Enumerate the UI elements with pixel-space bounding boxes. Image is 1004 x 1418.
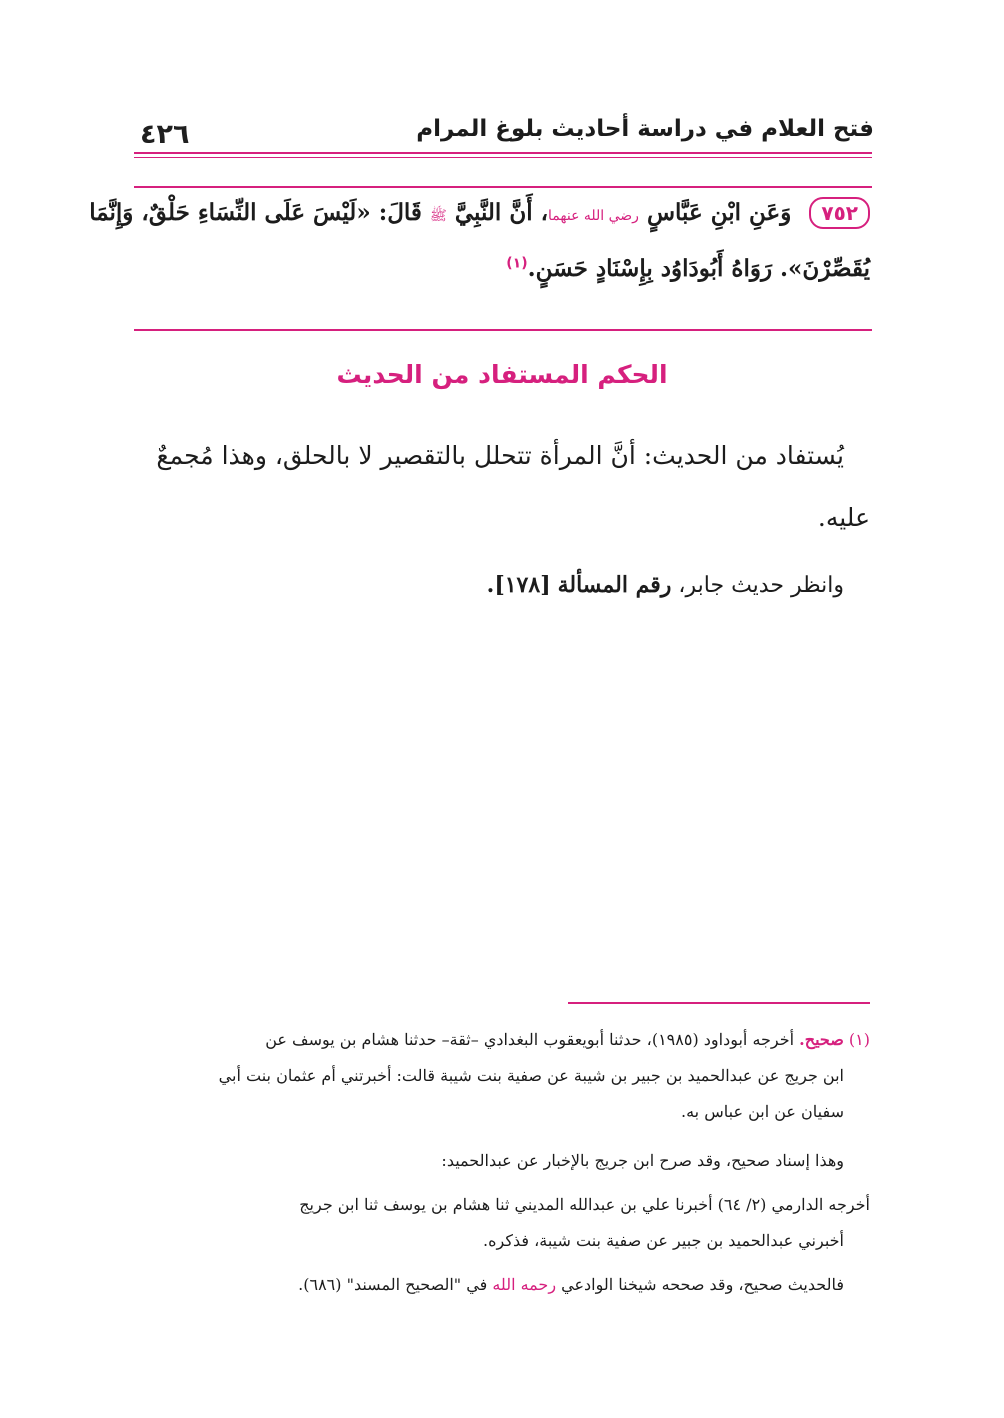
- honorific-saw: ﷺ: [429, 208, 447, 224]
- footnote-grade: صحيح.: [799, 1030, 844, 1049]
- header-rule: [134, 152, 872, 154]
- footnote-line-3: سفيان عن ابن عباس به.: [681, 1102, 844, 1121]
- footnote-marker: (١): [848, 1030, 870, 1049]
- footnote-line-2: ابن جريج عن عبدالحميد بن جبير بن شيبة عن صفية بنت شيبة قالت: أخبرتني أم عثمان بنت أبي: [218, 1066, 844, 1085]
- honorific-rh: رحمه الله: [492, 1275, 557, 1294]
- hadith-text-part: ، أَنَّ النَّبِيَّ: [454, 199, 549, 226]
- footnote-line-4: وهذا إسناد صحيح، وقد صرح ابن جريج بالإخبار عن عبدالحميد:: [441, 1151, 844, 1170]
- page-number: ٤٢٦: [140, 119, 190, 150]
- footnote-line-7: [298, 1275, 844, 1294]
- footnote-text: في "الصحيح المسند" (٦٨٦).: [298, 1275, 488, 1294]
- body-paragraph-line-1: يُستفاد من الحديث: أنَّ المرأة تتحلل بالتقصير لا بالحلق، وهذا مُجمعٌ: [156, 441, 844, 470]
- footnote-reference[interactable]: (١): [506, 255, 528, 272]
- footnote-text: أخرجه أبوداود (١٩٨٥)، حدثنا أبويعقوب البغدادي –ثقة– حدثنا هشام بن يوسف عن: [265, 1030, 795, 1049]
- hadith-narrator: وَعَنِ ابْنِ عَبَّاسٍ: [646, 199, 792, 226]
- footnote-separator: [568, 1002, 870, 1004]
- hadith-quote-end: يُقَصِّرْنَ». رَوَاهُ أَبُودَاوُد بِإِسْنَادٍ حَسَنٍ.: [527, 255, 870, 282]
- hadith-top-rule: [134, 186, 872, 188]
- cross-reference-label: رقم المسألة: [557, 572, 672, 598]
- footnote-line-5: أخرجه الدارمي (٢/ ٦٤) أخبرنا علي بن عبدالله المديني ثنا هشام بن يوسف ثنا ابن جريج: [299, 1195, 870, 1214]
- hadith-text-line-1: [89, 197, 870, 229]
- cross-reference-text: وانظر حديث جابر،: [678, 573, 844, 598]
- section-heading: الحكم المستفاد من الحديث: [336, 360, 668, 389]
- book-title: فتح العلام في دراسة أحاديث بلوغ المرام: [416, 116, 874, 142]
- body-paragraph-line-2: عليه.: [817, 503, 870, 532]
- footnote-line-1: [265, 1030, 870, 1049]
- footnote-line-6: أخبرني عبدالحميد بن جبير عن صفية بنت شيبة، فذكره.: [483, 1231, 844, 1250]
- hadith-text-line-2: [132, 255, 870, 282]
- cross-reference-line: [487, 572, 844, 598]
- footnote-text: فالحديث صحيح، وقد صححه شيخنا الوادعي: [561, 1275, 844, 1294]
- honorific-ra: رضي الله عنهما: [548, 208, 639, 224]
- hadith-bottom-rule: [134, 329, 872, 331]
- hadith-number-badge: ٧٥٢: [809, 197, 870, 229]
- header-rule-thin: [134, 157, 872, 158]
- cross-reference-number[interactable]: [١٧٨].: [486, 572, 551, 598]
- hadith-quote-start: قَالَ: «لَيْسَ عَلَى النِّسَاءِ حَلْقٌ، وَإِنَّمَا: [89, 199, 422, 226]
